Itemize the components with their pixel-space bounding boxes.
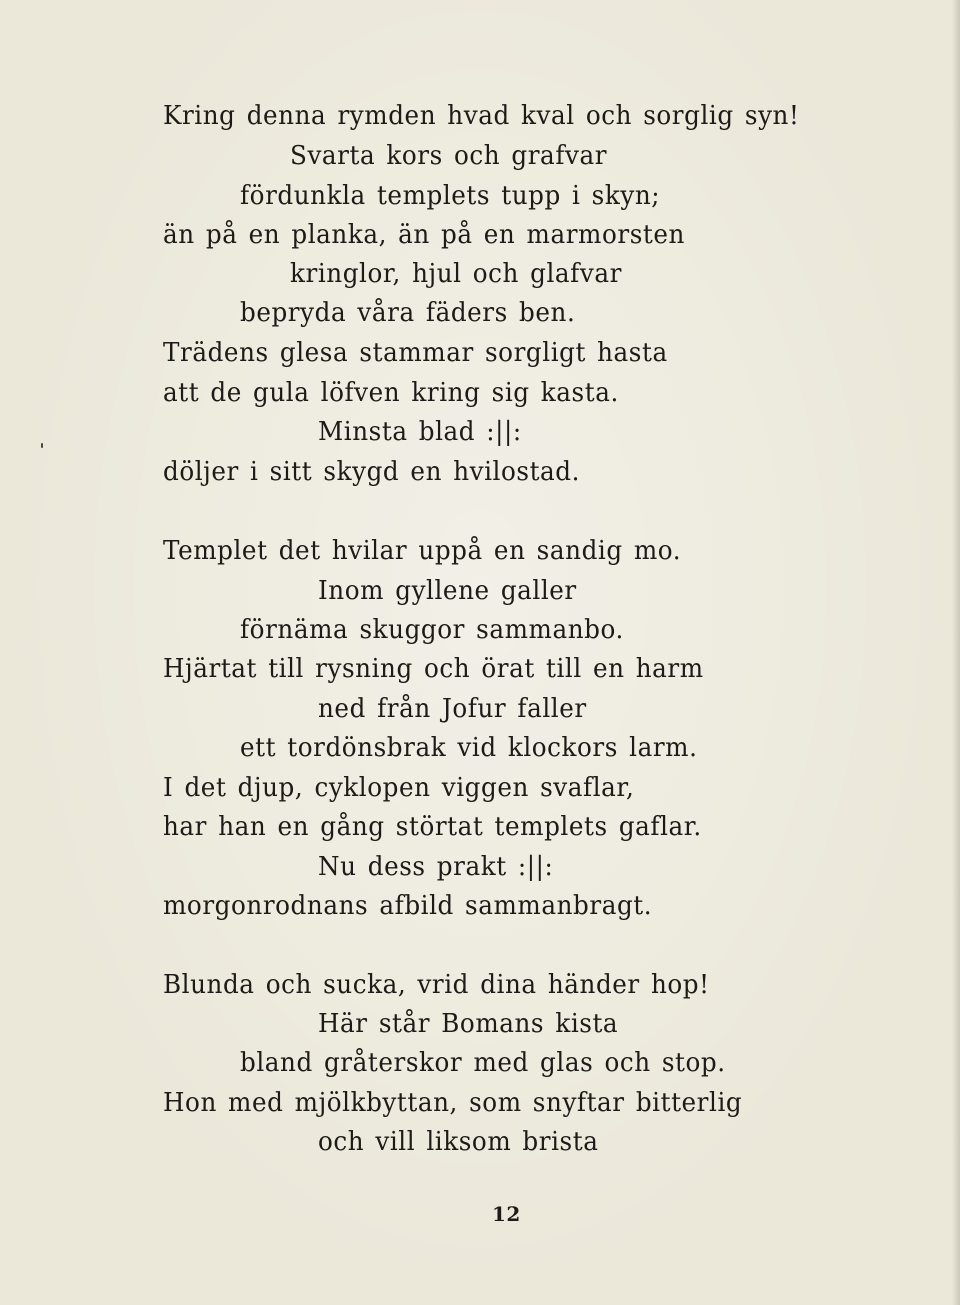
poem-line: förnäma skuggor sammanbo.: [240, 614, 624, 645]
poem-line: Hjärtat till rysning och örat till en harm: [163, 653, 704, 684]
poem-line: bland gråterskor med glas och stop.: [240, 1047, 726, 1078]
poem-line: I det djup, cyklopen viggen svaflar,: [163, 772, 635, 803]
poem-line: kringlor, hjul och glafvar: [290, 258, 622, 289]
poem-line: Hon med mjölkbyttan, som snyftar bitterlig: [163, 1087, 743, 1118]
poem-line: fördunkla templets tupp i skyn;: [240, 180, 661, 211]
poem-line: ett tordönsbrak vid klockors larm.: [240, 732, 698, 763]
poem-line: har han en gång störtat templets gaflar.: [163, 811, 702, 842]
poem-line: Svarta kors och grafvar: [290, 140, 608, 171]
ink-speck: [41, 443, 43, 448]
poem-line: och vill liksom brista: [318, 1126, 599, 1157]
poem-line: Inom gyllene galler: [318, 575, 577, 606]
poem-line: att de gula löfven kring sig kasta.: [163, 377, 619, 408]
poem-line: bepryda våra fäders ben.: [240, 297, 576, 328]
poem-line: döljer i sitt skygd en hvilostad.: [163, 456, 581, 487]
poem-line: ned från Jofur faller: [318, 693, 587, 724]
poem-line: morgonrodnans afbild sammanbragt.: [163, 890, 653, 921]
page-number: 12: [492, 1202, 521, 1226]
page-edge-shadow: [952, 0, 960, 1305]
poem-line: Här står Bomans kista: [318, 1008, 619, 1039]
poem-line: Trädens glesa stammar sorgligt hasta: [163, 337, 668, 368]
poem-line: Nu dess prakt :||:: [318, 851, 554, 882]
poem-line: än på en planka, än på en marmorsten: [163, 219, 685, 250]
poem-line: Templet det hvilar uppå en sandig mo.: [163, 535, 682, 566]
poem-line: Blunda och sucka, vrid dina händer hop!: [163, 969, 710, 1000]
poem-line: Minsta blad :||:: [318, 416, 522, 447]
poem-line: Kring denna rymden hvad kval och sorglig syn!: [163, 100, 800, 131]
